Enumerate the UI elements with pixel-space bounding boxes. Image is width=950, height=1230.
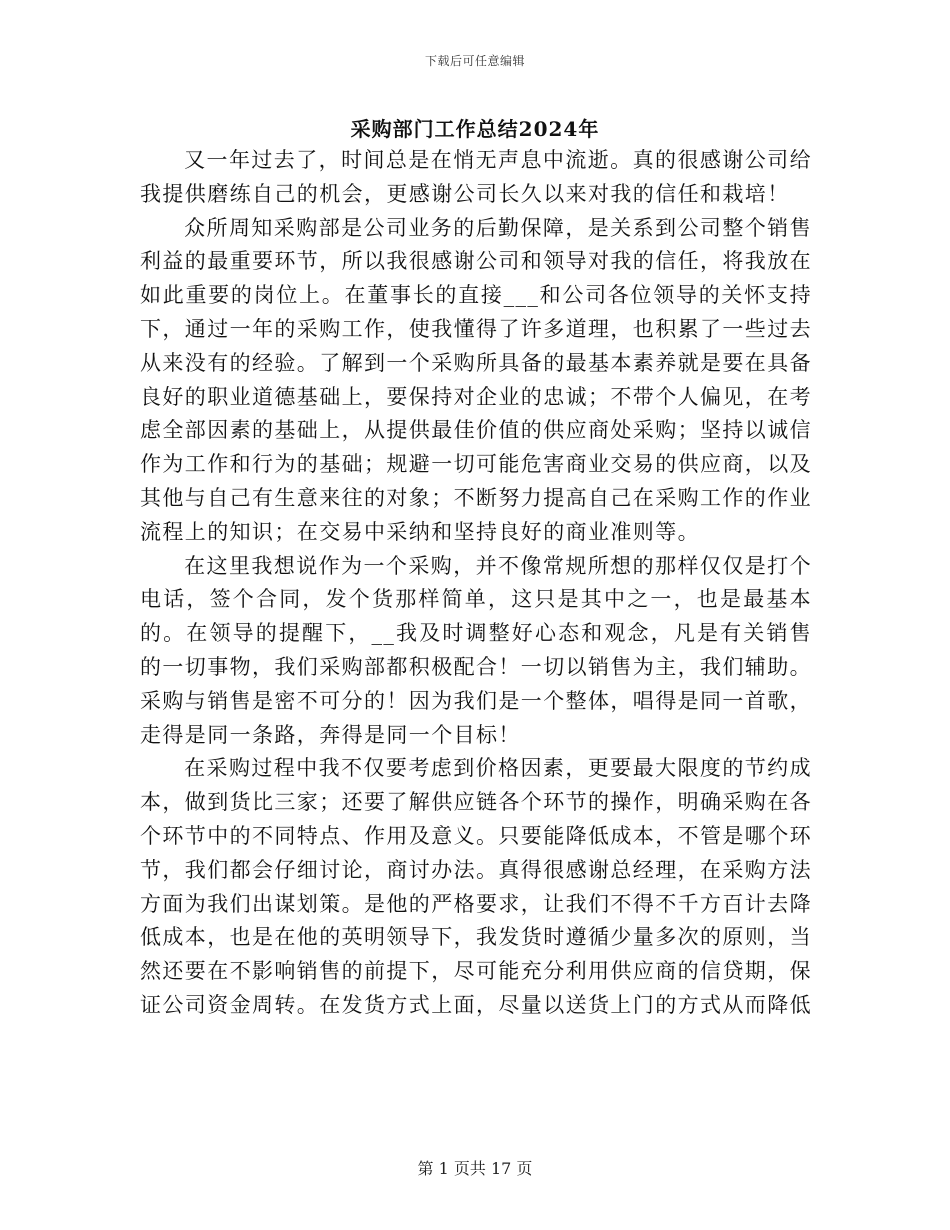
paragraph-sales-cooperation: 在这里我想说作为一个采购，并不像常规所想的那样仅仅是打个电话，签个合同，发个货那样简单，这只是其中之一，也是最基本的。在领导的提醒下，__我及时调整好心态和观念，凡是有关销售的一切事物，我们采购部都积极配合！一切以销售为主，我们辅助。采购与销售是密不可分的！因为我们是一个整体，唱得是同一首歌，走得是同一条路，奔得是同一个目标！ [140,553,812,747]
document-body [140,144,812,1023]
paragraph-intro: 又一年过去了，时间总是在悄无声息中流逝。真的很感谢公司给我提供磨练自己的机会，更感谢公司长久以来对我的信任和栽培！ [140,148,812,206]
page-number-footer: 第 1 页共 17 页 [417,1159,533,1178]
document-title: 采购部门工作总结2024年 [350,117,600,141]
paragraph-procurement-role: 众所周知采购部是公司业务的后勤保障，是关系到公司整个销售利益的最重要环节，所以我很感谢公司和领导对我的信任，将我放在如此重要的岗位上。在董事长的直接___和公司各位领导的关怀支持下，通过一年的采购工作，使我懂得了许多道理，也积累了一些过去从来没有的经验。了解到一个采购所具备的最基本素养就是要在具备良好的职业道德基础上，要保持对企业的忠诚；不带个人偏见，在考虑全部因素的基础上，从提供最佳价值的供应商处采购；坚持以诚信作为工作和行为的基础；规避一切可能危害商业交易的供应商，以及其他与自己有生意来往的对象；不断努力提高自己在采购工作的作业流程上的知识；在交易中采纳和坚持良好的商业准则等。 [140,215,812,544]
paragraph-cost-control: 在采购过程中我不仅要考虑到价格因素，更要最大限度的节约成本，做到货比三家；还要了解供应链各个环节的操作，明确采购在各个环节中的不同特点、作用及意义。只要能降低成本，不管是哪个环节，我们都会仔细讨论，商讨办法。真得很感谢总经理，在采购方法方面为我们出谋划策。是他的严格要求，让我们不得不千方百计去降低成本，也是在他的英明领导下，我发货时遵循少量多次的原则，当然还要在不影响销售的前提下，尽可能充分利用供应商的信贷期，保证公司资金周转。在发货方式上面，尽量以送货上门的方式从而降低 [140,756,812,1017]
page-header-note: 下载后可任意编辑 [424,54,525,68]
